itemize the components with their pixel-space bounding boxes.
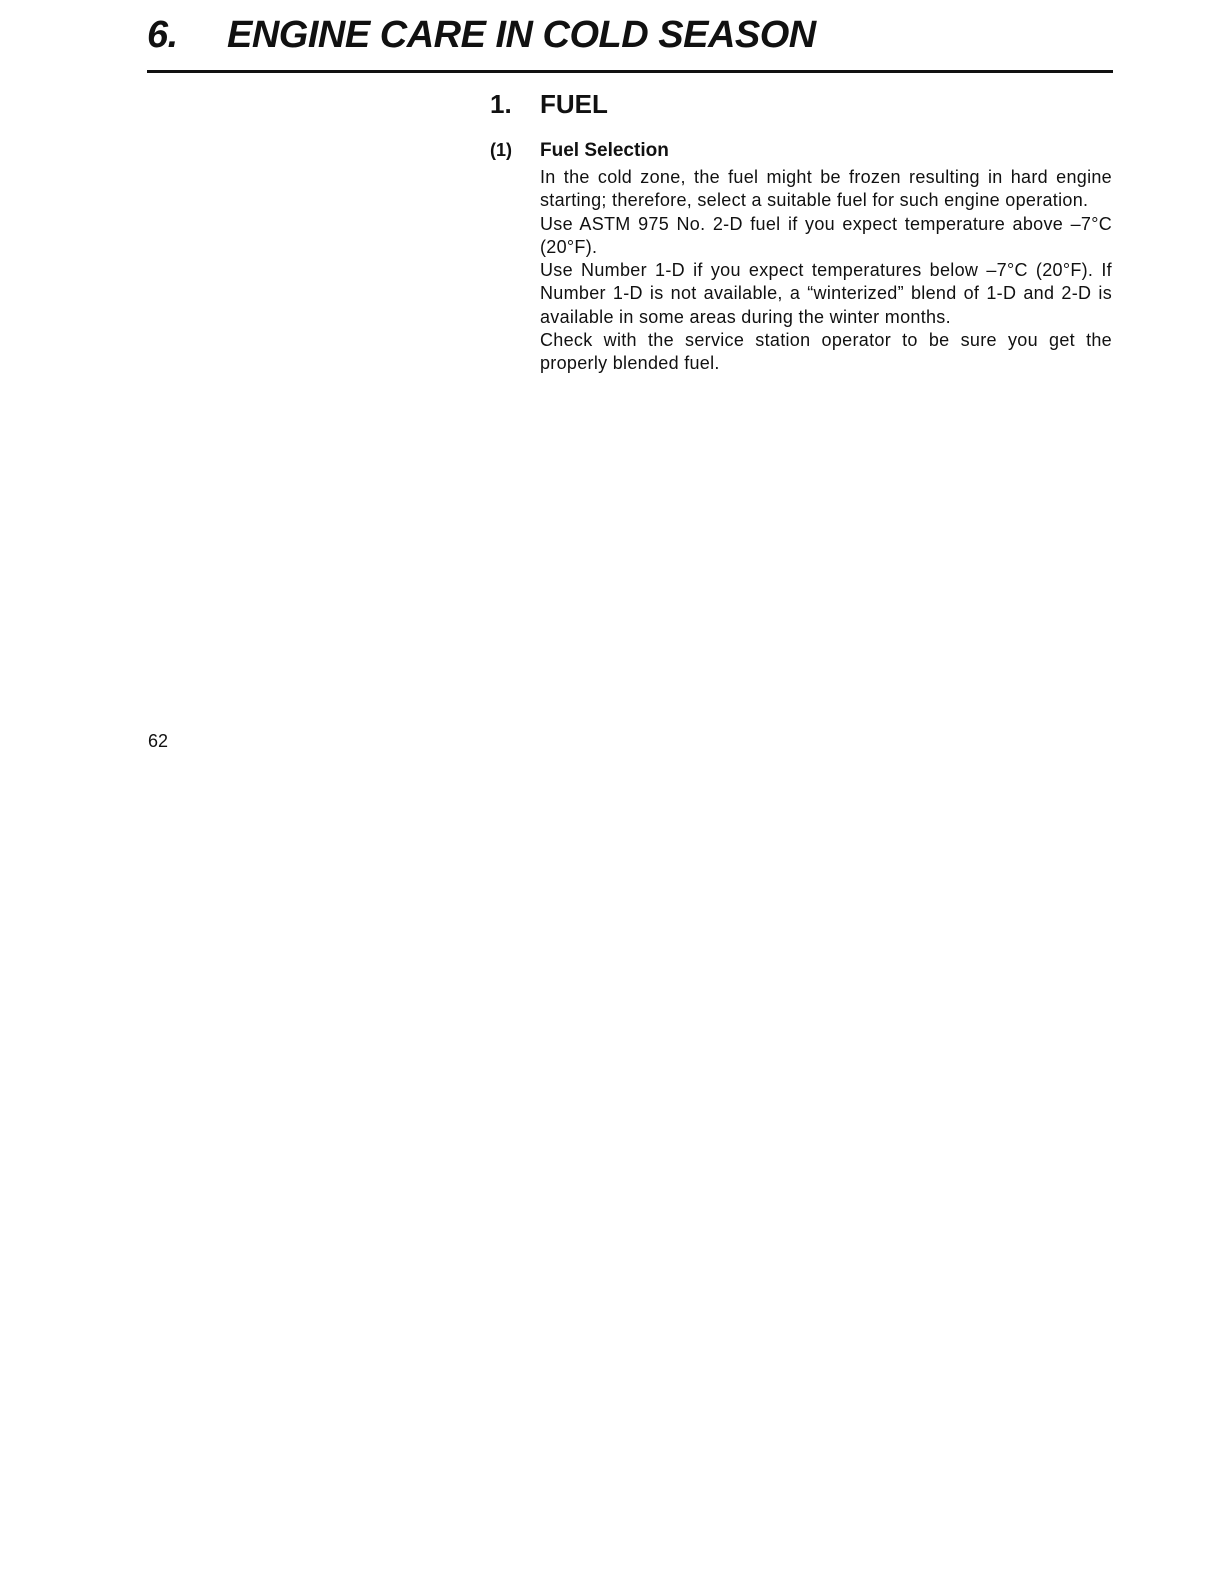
paragraph: Check with the service station operator to be sure you get the properly blended fuel. (540, 330, 1112, 374)
paragraph: Use Number 1-D if you expect temperatures below –7°C (20°F). If Number 1-D is not available, a “winterized” blend of 1-D and 2-D is available in some areas during the winter months. (540, 260, 1112, 327)
paragraph: In the cold zone, the fuel might be frozen resulting in hard engine starting; therefore, select a suitable fuel for such engine operation. (540, 167, 1112, 211)
page-number: 62 (148, 731, 169, 751)
body-text (540, 166, 1112, 376)
section-number: 1. (490, 89, 512, 119)
chapter-header (147, 14, 1113, 73)
subsection-number: (1) (490, 140, 512, 160)
section-title: FUEL (540, 89, 608, 119)
chapter-title: ENGINE CARE IN COLD SEASON (227, 14, 816, 56)
paragraph: Use ASTM 975 No. 2-D fuel if you expect temperature above –7°C (20°F). (540, 213, 1112, 257)
chapter-number: 6. (147, 14, 178, 56)
subsection-title: Fuel Selection (540, 140, 669, 161)
